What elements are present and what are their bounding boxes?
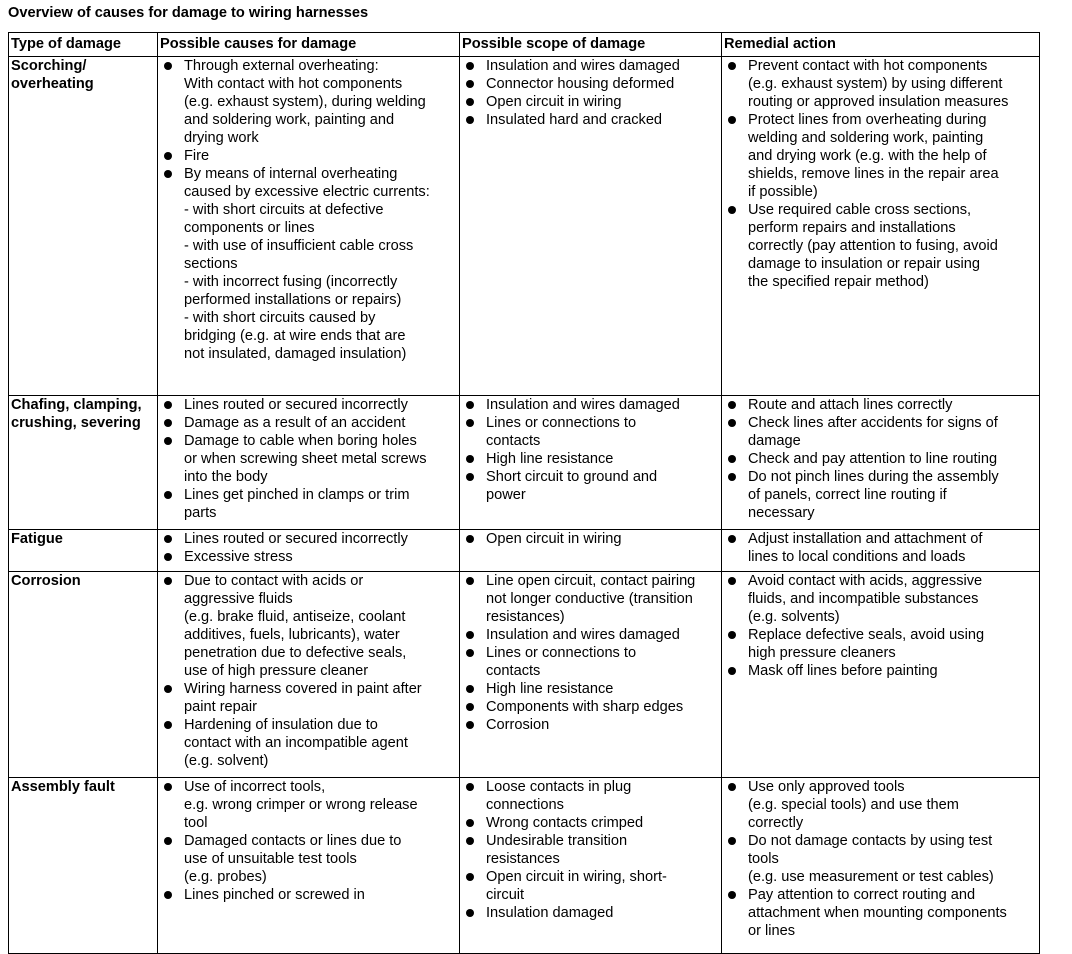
header-remedial-action: Remedial action	[722, 33, 1040, 57]
causes-list	[160, 572, 457, 770]
bullet-item: Lines or connections to contacts	[462, 644, 719, 680]
action-list	[724, 572, 1037, 680]
bullet-item: Fire	[160, 147, 457, 165]
bullet-item: Short circuit to ground and power	[462, 468, 719, 504]
table-row	[9, 572, 1040, 778]
causes-list	[160, 778, 457, 904]
bullet-item: Use of incorrect tools, e.g. wrong crimper or wrong release tool	[160, 778, 457, 832]
scope-cell	[460, 530, 722, 572]
causes-cell	[158, 57, 460, 396]
bullet-item: Insulation and wires damaged	[462, 57, 719, 75]
bullet-item: Use required cable cross sections, perform repairs and installations correctly (pay attention to fusing, avoid damage to insulation or repair using the specified repair method)	[724, 201, 1037, 291]
bullet-item: Do not pinch lines during the assembly of panels, correct line routing if necessary	[724, 468, 1037, 522]
bullet-item: Hardening of insulation due to contact with an incompatible agent (e.g. solvent)	[160, 716, 457, 770]
bullet-item: High line resistance	[462, 450, 719, 468]
bullet-item: Insulation damaged	[462, 904, 719, 922]
damage-type-cell	[9, 778, 158, 954]
bullet-item: High line resistance	[462, 680, 719, 698]
causes-list	[160, 57, 457, 363]
table-row	[9, 778, 1040, 954]
bullet-item: Prevent contact with hot components (e.g. exhaust system) by using different routing or approved insulation measures	[724, 57, 1037, 111]
damage-type-label: Chafing, clamping, crushing, severing	[11, 397, 142, 431]
bullet-item: Insulated hard and cracked	[462, 111, 719, 129]
scope-cell	[460, 778, 722, 954]
damage-type-cell	[9, 572, 158, 778]
damage-table	[8, 32, 1040, 954]
bullet-item: Check lines after accidents for signs of damage	[724, 414, 1037, 450]
action-cell	[722, 396, 1040, 530]
bullet-item: Avoid contact with acids, aggressive fluids, and incompatible substances (e.g. solvents)	[724, 572, 1037, 626]
bullet-item: Line open circuit, contact pairing not longer conductive (transition resistances)	[462, 572, 719, 626]
bullet-item: Damaged contacts or lines due to use of unsuitable test tools (e.g. probes)	[160, 832, 457, 886]
scope-cell	[460, 57, 722, 396]
bullet-item: Wrong contacts crimped	[462, 814, 719, 832]
bullet-item: Loose contacts in plug connections	[462, 778, 719, 814]
causes-cell	[158, 778, 460, 954]
bullet-item: Insulation and wires damaged	[462, 396, 719, 414]
bullet-item: Lines or connections to contacts	[462, 414, 719, 450]
causes-list	[160, 530, 457, 566]
bullet-item: Adjust installation and attachment of lines to local conditions and loads	[724, 530, 1037, 566]
bullet-item: Corrosion	[462, 716, 719, 734]
causes-cell	[158, 396, 460, 530]
bullet-item: Lines routed or secured incorrectly	[160, 530, 457, 548]
scope-cell	[460, 572, 722, 778]
action-list	[724, 530, 1037, 566]
bullet-item: Components with sharp edges	[462, 698, 719, 716]
action-cell	[722, 572, 1040, 778]
bullet-item: Check and pay attention to line routing	[724, 450, 1037, 468]
bullet-item: By means of internal overheating caused by excessive electric currents: - with short circuits at defective components or lines - with use of insufficient cable cross sections - with incorrect fusing (incorrectly performed installations or repairs) - with short circuits caused by bridging (e.g. at wire ends that are not insulated, damaged insulation)	[160, 165, 457, 363]
bullet-item: Open circuit in wiring	[462, 93, 719, 111]
action-list	[724, 57, 1037, 291]
bullet-item: Damage as a result of an accident	[160, 414, 457, 432]
document-title: Overview of causes for damage to wiring harnesses	[8, 5, 369, 21]
table-row	[9, 530, 1040, 572]
bullet-item: Do not damage contacts by using test tools (e.g. use measurement or test cables)	[724, 832, 1037, 886]
bullet-item: Protect lines from overheating during welding and soldering work, painting and drying work (e.g. with the help of shields, remove lines in the repair area if possible)	[724, 111, 1037, 201]
damage-type-label: Fatigue	[11, 531, 63, 547]
header-possible-scope: Possible scope of damage	[460, 33, 722, 57]
bullet-item: Lines pinched or screwed in	[160, 886, 457, 904]
action-list	[724, 778, 1037, 940]
scope-list	[462, 572, 719, 734]
damage-type-label: Corrosion	[11, 573, 81, 589]
damage-type-cell	[9, 530, 158, 572]
damage-type-cell	[9, 57, 158, 396]
scope-cell	[460, 396, 722, 530]
damage-type-label: Assembly fault	[11, 779, 115, 795]
causes-cell	[158, 530, 460, 572]
scope-list	[462, 396, 719, 504]
scope-list	[462, 778, 719, 922]
bullet-item: Due to contact with acids or aggressive fluids (e.g. brake fluid, antiseize, coolant additives, fuels, lubricants), water penetration due to defective seals, use of high pressure cleaner	[160, 572, 457, 680]
bullet-item: Route and attach lines correctly	[724, 396, 1037, 414]
action-list	[724, 396, 1037, 522]
header-possible-causes: Possible causes for damage	[158, 33, 460, 57]
bullet-item: Pay attention to correct routing and attachment when mounting components or lines	[724, 886, 1037, 940]
damage-type-label: Scorching/ overheating	[11, 58, 94, 92]
bullet-item: Through external overheating: With contact with hot components (e.g. exhaust system), during welding and soldering work, painting and drying work	[160, 57, 457, 147]
table-row	[9, 57, 1040, 396]
header-type-of-damage: Type of damage	[9, 33, 158, 57]
action-cell	[722, 57, 1040, 396]
bullet-item: Lines get pinched in clamps or trim parts	[160, 486, 457, 522]
bullet-item: Open circuit in wiring	[462, 530, 719, 548]
bullet-item: Damage to cable when boring holes or when screwing sheet metal screws into the body	[160, 432, 457, 486]
bullet-item: Excessive stress	[160, 548, 457, 566]
table-row	[9, 396, 1040, 530]
bullet-item: Lines routed or secured incorrectly	[160, 396, 457, 414]
table-header-row	[9, 33, 1040, 57]
bullet-item: Mask off lines before painting	[724, 662, 1037, 680]
bullet-item: Wiring harness covered in paint after paint repair	[160, 680, 457, 716]
bullet-item: Insulation and wires damaged	[462, 626, 719, 644]
causes-list	[160, 396, 457, 522]
action-cell	[722, 778, 1040, 954]
bullet-item: Use only approved tools (e.g. special tools) and use them correctly	[724, 778, 1037, 832]
scope-list	[462, 57, 719, 129]
bullet-item: Replace defective seals, avoid using high pressure cleaners	[724, 626, 1037, 662]
bullet-item: Undesirable transition resistances	[462, 832, 719, 868]
bullet-item: Connector housing deformed	[462, 75, 719, 93]
scope-list	[462, 530, 719, 548]
damage-type-cell	[9, 396, 158, 530]
action-cell	[722, 530, 1040, 572]
causes-cell	[158, 572, 460, 778]
bullet-item: Open circuit in wiring, short- circuit	[462, 868, 719, 904]
